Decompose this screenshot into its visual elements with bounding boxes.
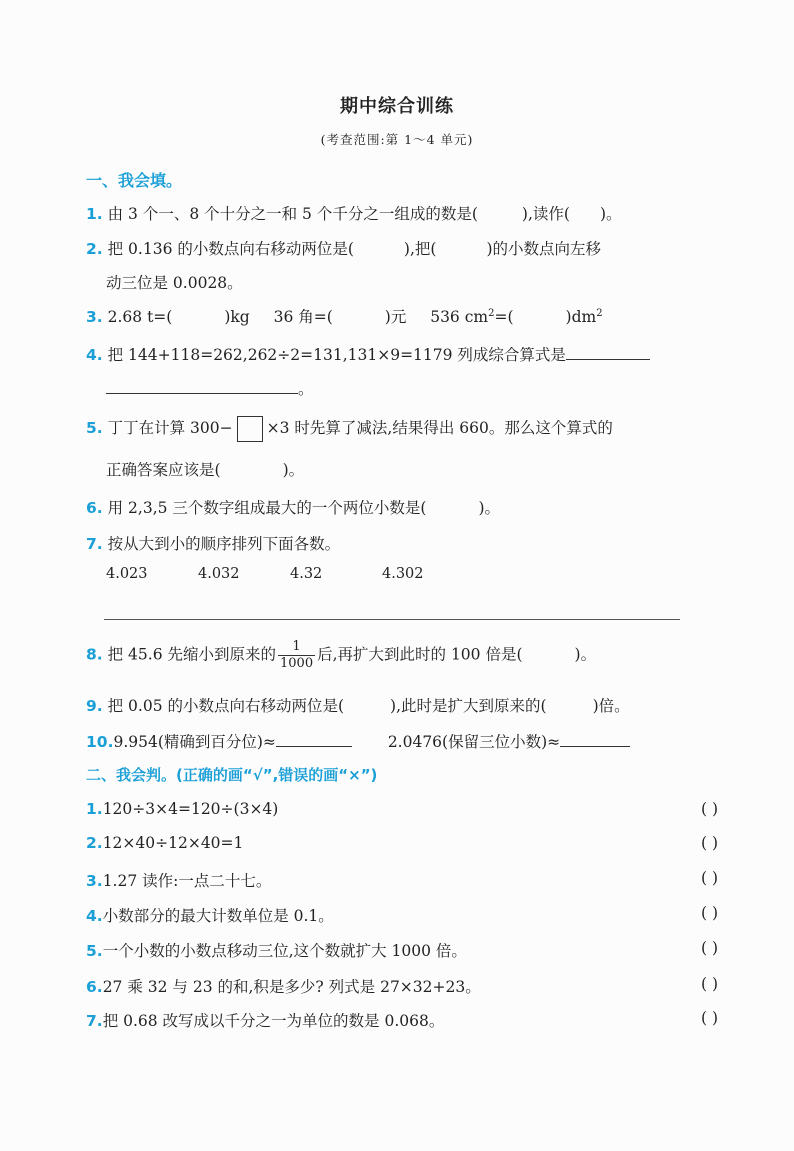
question-5-line2 [86,458,746,480]
section1-heading: 一、我会填。 [86,171,183,190]
answer-parentheses[interactable]: ( ) [700,800,718,818]
question-9 [86,694,726,716]
question-text: ×3 时先算了减法,结果得出 660。那么这个算式的 [266,419,613,437]
superscript: 2 [488,307,495,319]
answer-line[interactable] [560,732,630,747]
question-number: 1. [86,800,103,818]
question-number: 3. [86,308,103,326]
question-text: )。 [478,499,501,517]
question-2-line2: 动三位是 0.0028。 [106,274,243,292]
question-text: 1.27 读作:一点二十七。 [102,872,272,890]
question-4 [86,343,726,365]
page-subtitle: (考查范围:第 1～4 单元) [320,132,474,147]
unit-label: )dm [565,308,597,326]
question-text: 把 144+118=262,262÷2=131,131×9=1179 列成综合算式是 [107,346,566,364]
question-text: 120÷3×4=120÷(3×4) [102,800,279,818]
question-3 [86,305,726,327]
answer-parentheses[interactable]: ( ) [700,869,718,887]
question-8 [86,639,726,672]
question-text: 12×40÷12×40=1 [102,834,244,852]
number-item: 4.32 [290,566,323,582]
question-text: )的小数点向左移 [486,240,601,258]
judgment-item [86,834,726,852]
question-text: 正确答案应该是( [106,461,221,479]
question-text: 536 cm [430,308,489,326]
question-number: 4. [86,346,103,364]
section2-heading: 二、我会判。(正确的画“√”,错误的画“×”) [86,766,378,784]
judgment-item [86,869,726,891]
blank-box[interactable] [237,416,263,442]
page-title: 期中综合训练 [340,96,454,117]
question-text: )倍。 [592,697,630,715]
answer-parentheses[interactable]: ( ) [700,904,718,922]
answer-line[interactable] [276,732,352,747]
question-text: 按从大到小的顺序排列下面各数。 [107,535,341,553]
question-number: 2. [86,240,103,258]
fraction-numerator: 1 [292,639,301,654]
question-text: 小数部分的最大计数单位是 0.1。 [102,907,334,925]
question-number: 10. [86,733,114,751]
question-text: 9.954(精确到百分位)≈ [113,733,276,751]
question-number: 6. [86,978,103,996]
question-number: 5. [86,942,103,960]
question-text: ),读作( [521,205,570,223]
question-6 [86,496,726,518]
question-text: 把 0.05 的小数点向右移动两位是( [107,697,345,715]
answer-line[interactable] [566,345,650,360]
question-text: )。 [574,645,597,664]
question-2 [86,237,726,259]
question-number: 6. [86,499,103,517]
question-text: 27 乘 32 与 23 的和,积是多少? 列式是 27×32+23。 [102,978,481,996]
answer-parentheses[interactable]: ( ) [700,939,718,957]
judgment-item [86,1009,726,1031]
question-text: ),此时是扩大到原来的( [390,697,547,715]
number-list [86,566,746,582]
answer-parentheses[interactable]: ( ) [700,975,718,993]
number-item: 4.302 [382,566,424,582]
judgment-item [86,939,726,961]
question-text: )。 [282,461,305,479]
superscript: 2 [596,307,603,319]
answer-parentheses[interactable]: ( ) [700,834,718,852]
question-number: 3. [86,872,103,890]
question-text: 由 3 个一、8 个十分之一和 5 个千分之一组成的数是( [107,205,478,223]
question-number: 5. [86,419,103,437]
question-4-line2 [86,377,746,399]
unit-label: )kg [224,308,250,326]
question-text: 2.68 t=( [107,308,173,326]
answer-parentheses[interactable]: ( ) [700,1009,718,1027]
question-text: 。 [298,380,314,398]
question-number: 9. [86,697,103,715]
question-text: 一个小数的小数点移动三位,这个数就扩大 1000 倍。 [102,942,467,960]
question-10 [86,730,726,752]
question-text: 把 45.6 先缩小到原来的 [107,645,276,664]
question-number: 7. [86,535,103,553]
question-text: 用 2,3,5 三个数字组成最大的一个两位小数是( [107,499,427,517]
question-text: ),把( [403,240,437,258]
question-text: 丁丁在计算 300− [107,419,233,437]
answer-line[interactable] [106,379,298,394]
question-number: 8. [86,645,103,664]
question-number: 2. [86,834,103,852]
question-text: )。 [599,205,622,223]
question-7 [86,532,726,554]
question-text: 把 0.136 的小数点向右移动两位是( [107,240,354,258]
number-item: 4.032 [198,566,240,582]
fraction [278,639,315,672]
question-text: 2.0476(保留三位小数)≈ [387,733,561,751]
question-text: =( [494,308,514,326]
question-text: 36 角=( [273,308,333,326]
question-text: 把 0.68 改写成以千分之一为单位的数是 0.068。 [102,1012,445,1030]
question-5 [86,416,726,442]
answer-line[interactable] [104,619,680,620]
judgment-item [86,800,726,818]
question-1 [86,202,726,224]
question-text: 后,再扩大到此时的 100 倍是( [317,645,523,664]
judgment-item [86,904,726,926]
unit-label: )元 [384,308,407,326]
judgment-item [86,975,726,997]
question-number: 7. [86,1012,103,1030]
question-number: 4. [86,907,103,925]
number-item: 4.023 [106,566,148,582]
fraction-denominator: 1000 [280,656,314,671]
question-number: 1. [86,205,103,223]
